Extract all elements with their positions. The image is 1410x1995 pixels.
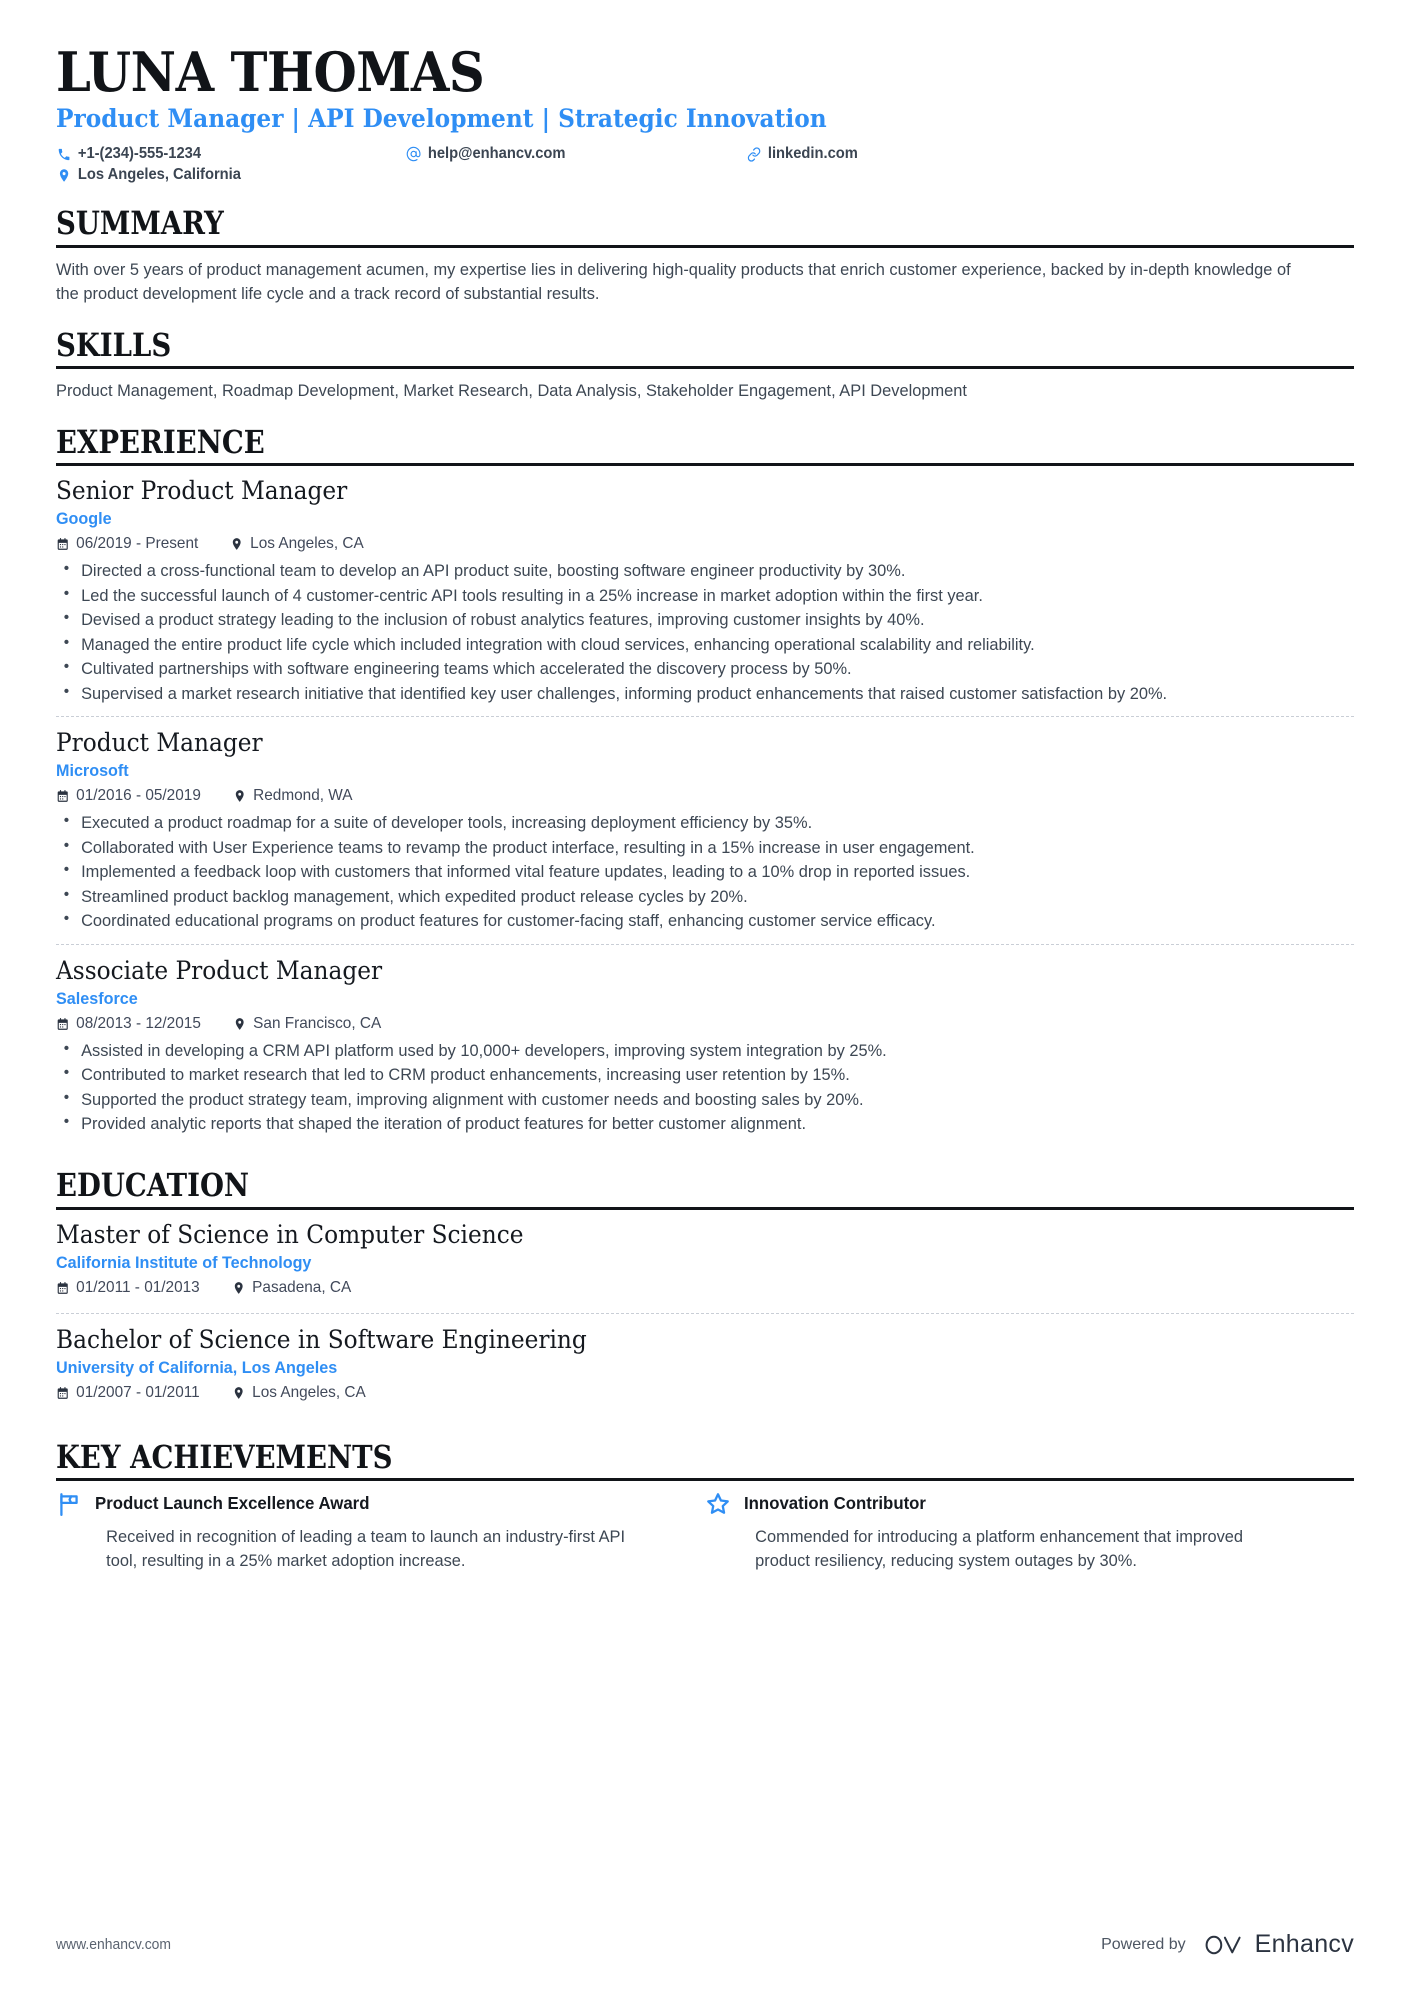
map-pin-icon xyxy=(233,789,246,803)
phone-icon xyxy=(56,146,71,162)
experience-entry-dates xyxy=(56,787,201,805)
map-pin-icon xyxy=(232,1386,245,1400)
bullet-item: • Managed the entire product life cycle which included integration with cloud services, enhancing operational scalability and reliability. xyxy=(56,633,1309,656)
map-pin-icon xyxy=(230,537,243,551)
contact-row-secondary xyxy=(56,166,1354,184)
experience-entry-dates-text: 08/2013 - 12/2015 xyxy=(76,1014,201,1032)
bullet-item: • Directed a cross-functional team to develop an API product suite, boosting software engineer productivity by 30%. xyxy=(56,559,1309,582)
bullet-item: • Collaborated with User Experience teams to revamp the product interface, resulting in a 15% increase in user engagement. xyxy=(56,836,1309,859)
experience-entry-dates xyxy=(56,535,198,553)
contact-phone[interactable] xyxy=(56,145,389,163)
experience-entry-organization: Google xyxy=(56,509,112,529)
bullet-item: • Assisted in developing a CRM API platform used by 10,000+ developers, improving system integration by 25%. xyxy=(56,1039,1309,1062)
candidate-headline: Product Manager | API Development | Strategic Innovation xyxy=(56,103,827,133)
achievement-item xyxy=(56,1491,705,1573)
bullet-item: • Devised a product strategy leading to the inclusion of robust analytics features, improving customer insights by 40%. xyxy=(56,608,1309,631)
link-icon xyxy=(746,146,761,162)
footer-branding xyxy=(1101,1930,1354,1959)
section-divider xyxy=(56,1207,1354,1210)
education-entry-title: Bachelor of Science in Software Engineering xyxy=(56,1324,587,1354)
education-entry-organization: California Institute of Technology xyxy=(56,1252,312,1272)
star-icon xyxy=(705,1491,731,1517)
enhancv-mark-icon xyxy=(1202,1932,1246,1958)
map-pin-icon xyxy=(232,1281,245,1295)
calendar-icon xyxy=(56,537,69,551)
education-entry-dates xyxy=(56,1279,200,1297)
section-experience-heading: EXPERIENCE xyxy=(56,423,265,462)
experience-list xyxy=(56,476,1354,1146)
education-entry-dates xyxy=(56,1384,200,1402)
bullet-item: • Supported the product strategy team, improving alignment with customer needs and boosting sales by 20%. xyxy=(56,1088,1309,1111)
contact-linkedin-text: linkedin.com xyxy=(767,145,858,163)
contact-phone-text: +1-(234)-555-1234 xyxy=(77,145,202,163)
experience-entry xyxy=(56,476,1354,716)
education-entry-title: Master of Science in Computer Science xyxy=(56,1219,524,1249)
education-entry-dates-text: 01/2011 - 01/2013 xyxy=(76,1278,200,1296)
section-achievements xyxy=(56,1437,1354,1573)
section-achievements-heading: KEY ACHIEVEMENTS xyxy=(56,1437,393,1476)
experience-entry-location xyxy=(233,1015,381,1033)
experience-entry-meta xyxy=(56,787,1354,805)
experience-entry-meta xyxy=(56,535,1354,553)
summary-text: With over 5 years of product management acumen, my expertise lies in delivering high-quality products that enrich customer experience, backed by in-depth knowledge of the product development life cycle and a track record of substantial results. xyxy=(56,259,1291,303)
education-entry xyxy=(56,1220,1354,1313)
education-list xyxy=(56,1220,1354,1418)
section-summary-heading: SUMMARY xyxy=(56,204,224,243)
contact-email-text: help@enhancv.com xyxy=(427,145,566,163)
bullet-item: • Supervised a market research initiative that identified key user challenges, informing product enhancements that raised customer satisfaction by 20%. xyxy=(56,682,1309,705)
enhancv-wordmark: Enhancv xyxy=(1254,1930,1354,1958)
bullet-item: • Led the successful launch of 4 customer-centric API tools resulting in a 25% increase in market adoption within the first year. xyxy=(56,584,1309,607)
section-skills-heading: SKILLS xyxy=(56,325,172,364)
contact-location-text: Los Angeles, California xyxy=(77,166,241,184)
enhancv-logo xyxy=(1202,1930,1354,1959)
experience-entry-location-text: San Francisco, CA xyxy=(253,1014,382,1032)
calendar-icon xyxy=(56,1017,69,1031)
experience-entry-title: Associate Product Manager xyxy=(56,955,383,985)
resume-header xyxy=(56,40,1354,184)
achievement-header xyxy=(56,1491,659,1517)
experience-entry-dates-text: 01/2016 - 05/2019 xyxy=(76,787,201,805)
education-entry-location-text: Pasadena, CA xyxy=(251,1278,351,1296)
calendar-icon xyxy=(56,1281,69,1295)
achievement-title: Innovation Contributor xyxy=(744,1493,926,1514)
experience-entry-bullets xyxy=(56,559,1354,705)
achievement-header xyxy=(705,1491,1308,1517)
experience-entry-location xyxy=(233,787,352,805)
education-entry-location xyxy=(232,1279,351,1297)
bullet-item: • Provided analytic reports that shaped the iteration of product features for better customer alignment. xyxy=(56,1112,1309,1135)
experience-entry-dates xyxy=(56,1015,201,1033)
footer-site-url[interactable]: www.enhancv.com xyxy=(56,1936,172,1953)
bullet-item: • Executed a product roadmap for a suite of developer tools, increasing deployment efficiency by 35%. xyxy=(56,811,1309,834)
experience-entry-location-text: Los Angeles, CA xyxy=(250,535,364,553)
experience-entry-organization: Salesforce xyxy=(56,988,138,1008)
experience-entry-title: Senior Product Manager xyxy=(56,476,348,506)
experience-entry-meta xyxy=(56,1015,1354,1033)
page-footer xyxy=(56,1930,1354,1959)
section-skills xyxy=(56,325,1354,403)
flag-icon xyxy=(56,1491,82,1517)
education-entry-dates-text: 01/2007 - 01/2011 xyxy=(76,1383,200,1401)
education-entry-organization: University of California, Los Angeles xyxy=(56,1357,338,1377)
education-entry-meta xyxy=(56,1384,1354,1402)
experience-entry-organization: Microsoft xyxy=(56,761,129,781)
achievement-description: Received in recognition of leading a team to launch an industry-first API tool, resulting in a 25% market adoption increase. xyxy=(106,1527,626,1570)
experience-entry xyxy=(56,716,1354,943)
bullet-item: • Streamlined product backlog management, which expedited product release cycles by 20%. xyxy=(56,885,1309,908)
map-pin-icon xyxy=(233,1017,246,1031)
achievement-description: Commended for introducing a platform enhancement that improved product resiliency, reducing system outages by 30%. xyxy=(755,1527,1244,1570)
bullet-item: • Implemented a feedback loop with customers that informed vital feature updates, leading to a 10% drop in reported issues. xyxy=(56,860,1309,883)
skills-text: Product Management, Roadmap Development, Market Research, Data Analysis, Stakeholder Engagement, API Development xyxy=(56,381,967,401)
achievement-title: Product Launch Excellence Award xyxy=(95,1493,370,1514)
map-pin-icon xyxy=(56,167,71,183)
section-divider xyxy=(56,463,1354,466)
experience-entry-location-text: Redmond, WA xyxy=(253,787,353,805)
experience-entry xyxy=(56,944,1354,1147)
section-experience xyxy=(56,425,1354,1146)
section-education-heading: EDUCATION xyxy=(56,1166,250,1205)
experience-entry-bullets xyxy=(56,811,1354,932)
at-sign-icon xyxy=(406,146,421,162)
education-entry-location-text: Los Angeles, CA xyxy=(251,1383,366,1401)
bullet-item: • Coordinated educational programs on product features for customer-facing staff, enhancing customer service efficacy. xyxy=(56,909,1309,932)
powered-by-label: Powered by xyxy=(1101,1935,1186,1953)
contact-location xyxy=(56,166,389,184)
contact-email[interactable] xyxy=(406,145,729,163)
section-education xyxy=(56,1168,1354,1417)
contact-row-primary xyxy=(56,145,1354,163)
education-entry-meta xyxy=(56,1279,1354,1297)
section-divider xyxy=(56,1478,1354,1481)
education-entry-location xyxy=(232,1384,366,1402)
section-summary xyxy=(56,206,1354,305)
bullet-item: • Cultivated partnerships with software engineering teams which accelerated the discovery process by 50%. xyxy=(56,657,1309,680)
section-divider xyxy=(56,245,1354,248)
contact-linkedin[interactable] xyxy=(746,145,993,163)
experience-entry-title: Product Manager xyxy=(56,728,263,758)
education-entry xyxy=(56,1313,1354,1418)
experience-entry-location xyxy=(230,535,364,553)
section-divider xyxy=(56,366,1354,369)
calendar-icon xyxy=(56,1386,69,1400)
calendar-icon xyxy=(56,789,69,803)
candidate-name: LUNA THOMAS xyxy=(56,40,485,104)
experience-entry-dates-text: 06/2019 - Present xyxy=(76,535,199,553)
bullet-item: • Contributed to market research that led to CRM product enhancements, increasing user retention by 15%. xyxy=(56,1063,1309,1086)
achievements-grid xyxy=(56,1491,1354,1573)
achievement-item xyxy=(705,1491,1354,1573)
experience-entry-bullets xyxy=(56,1039,1354,1136)
